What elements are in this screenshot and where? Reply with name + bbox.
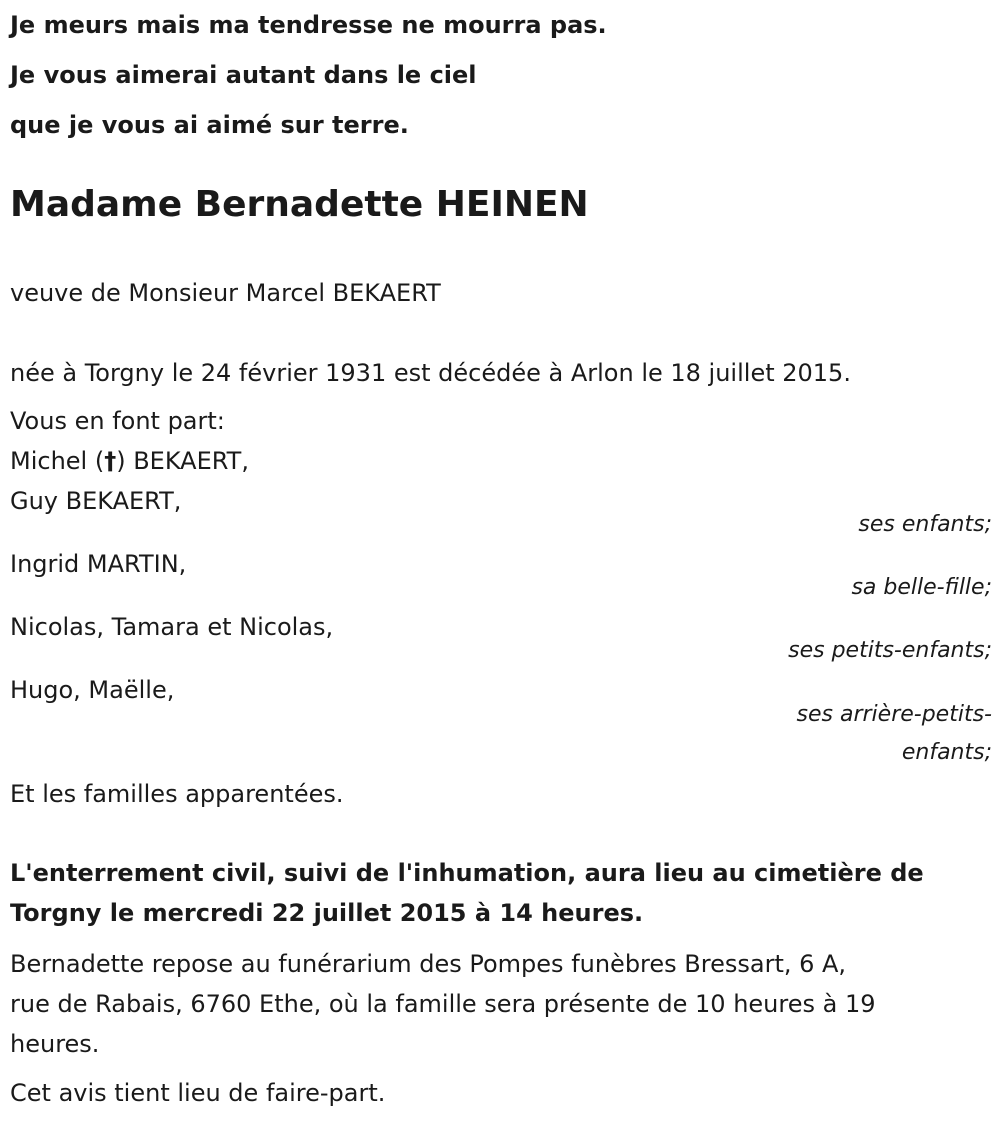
viewing-line-3: heures. bbox=[10, 1030, 100, 1058]
daughter-in-law: Ingrid MARTIN, bbox=[10, 550, 187, 578]
viewing-line-1: Bernadette repose au funérarium des Pompes funèbres Bressart, 6 A, bbox=[10, 950, 847, 978]
funeral-line-1: L'enterrement civil, suivi de l'inhumation, aura lieu au cimetière de bbox=[10, 859, 924, 887]
great-grandchildren-relation-label-2: enfants; bbox=[901, 740, 992, 765]
child-guy: Guy BEKAERT, bbox=[10, 487, 182, 515]
michel-name-before: Michel ( bbox=[10, 447, 105, 475]
child-michel bbox=[10, 441, 249, 481]
widow-of-line: veuve de Monsieur Marcel BEKAERT bbox=[10, 279, 441, 307]
viewing-line-2: rue de Rabais, 6760 Ethe, où la famille sera présente de 10 heures à 19 bbox=[10, 990, 876, 1018]
funeral-line-2: Torgny le mercredi 22 juillet 2015 à 14 heures. bbox=[10, 899, 644, 927]
michel-name-after: ) BEKAERT, bbox=[116, 447, 249, 475]
quote-line-1: Je meurs mais ma tendresse ne mourra pas. bbox=[10, 11, 607, 39]
cross-icon: † bbox=[104, 447, 117, 475]
grandchildren-relation-label: ses petits-enfants; bbox=[788, 638, 992, 663]
deceased-name: Madame Bernadette HEINEN bbox=[10, 184, 589, 225]
quote-line-3: que je vous ai aimé sur terre. bbox=[10, 111, 409, 139]
birth-death-line: née à Torgny le 24 février 1931 est décédée à Arlon le 18 juillet 2015. bbox=[10, 359, 851, 387]
great-grandchildren: Hugo, Maëlle, bbox=[10, 676, 175, 704]
epitaph-quote bbox=[10, 0, 607, 150]
grandchildren: Nicolas, Tamara et Nicolas, bbox=[10, 613, 334, 641]
announcement-intro: Vous en font part: bbox=[10, 407, 225, 435]
daughter-in-law-relation-label: sa belle-fille; bbox=[851, 575, 992, 600]
closing-note: Cet avis tient lieu de faire-part. bbox=[10, 1079, 386, 1107]
children-relation-label: ses enfants; bbox=[858, 512, 992, 537]
great-grandchildren-relation-label-1: ses arrière-petits- bbox=[796, 702, 992, 727]
related-families: Et les familles apparentées. bbox=[10, 780, 344, 808]
quote-line-2: Je vous aimerai autant dans le ciel bbox=[10, 61, 477, 89]
